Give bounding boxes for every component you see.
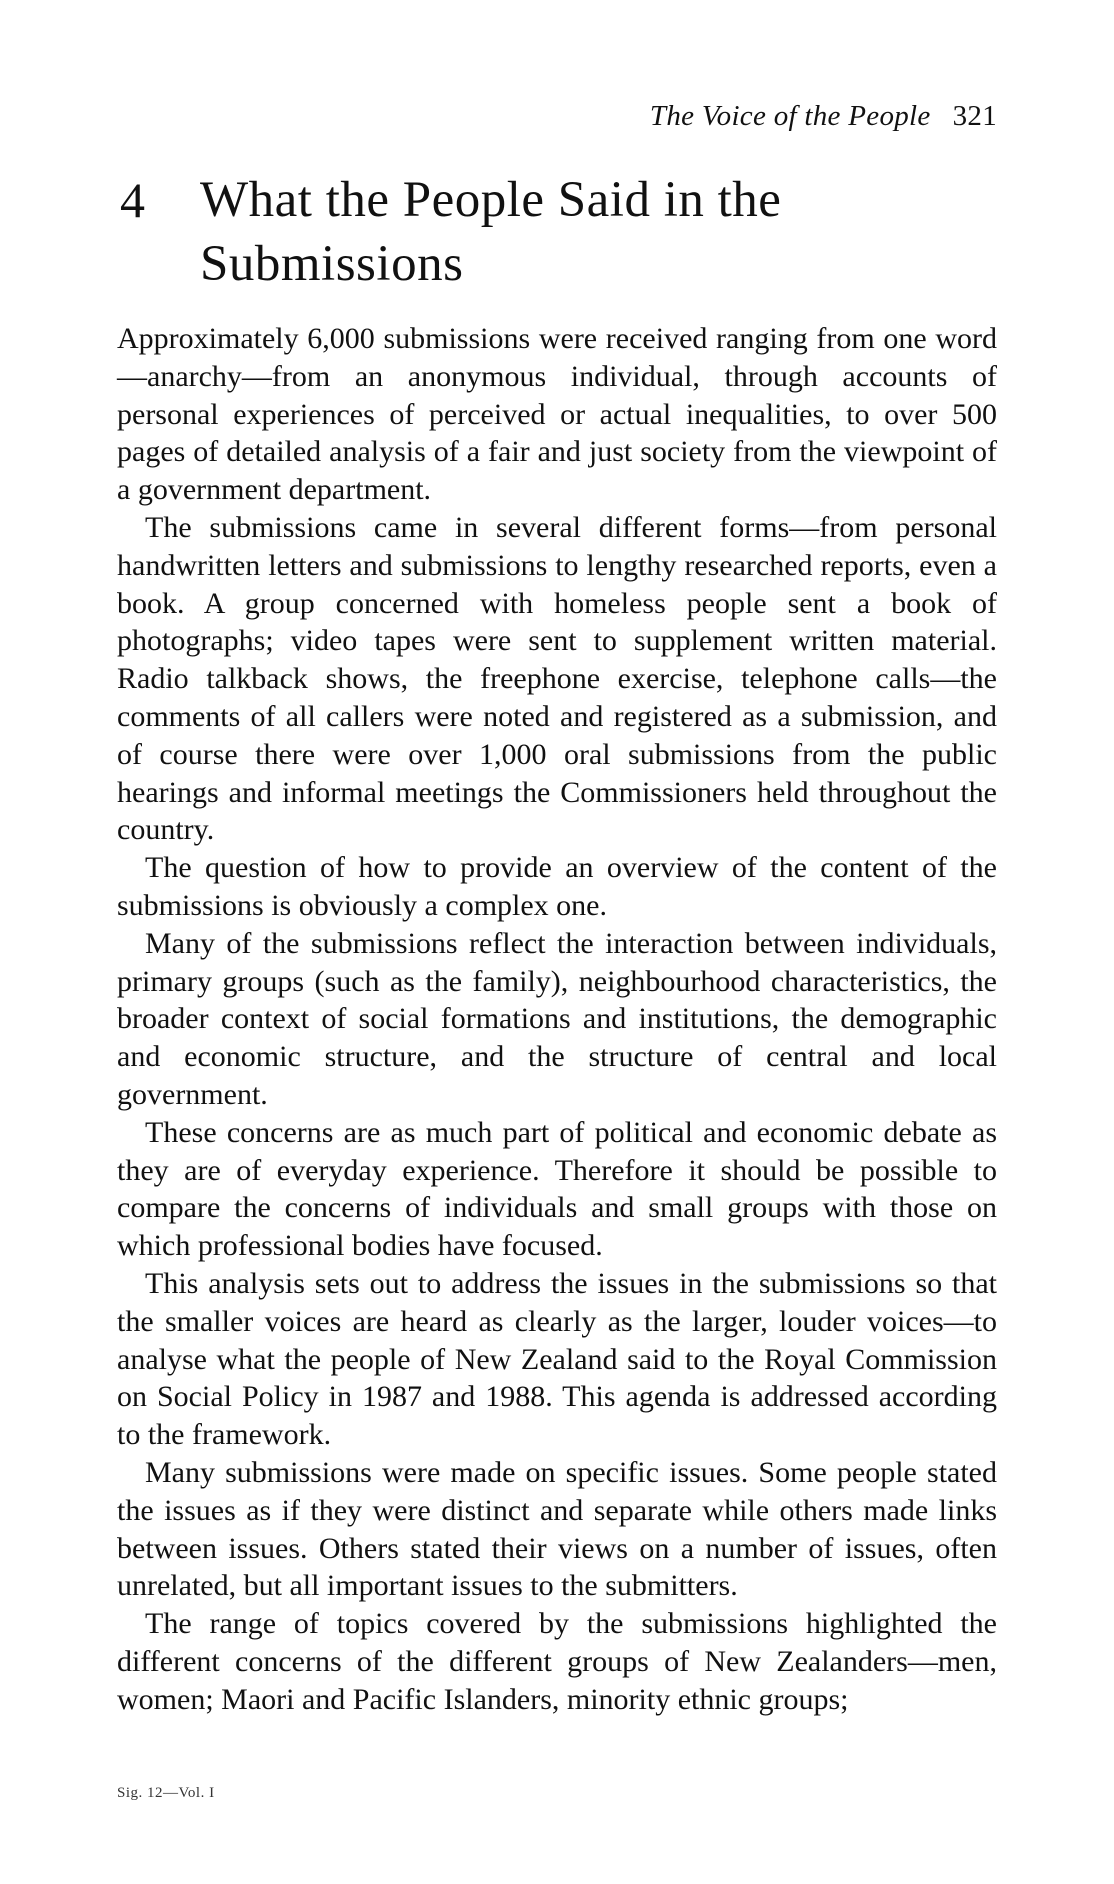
paragraph: The question of how to provide an overview of the content of the submissions is obviously a complex one. <box>117 851 997 922</box>
paragraph: The submissions came in several different forms—from personal handwritten letters and submissions to lengthy researched reports, even a book. A group concerned with homeless people sent a book of photographs; video tapes were sent to supplement written material. Radio talkback shows, the freephone exercise, telephone calls—the comments of all callers were noted and registered as a submission, and of course there were over 1,000 oral submissions from the public hearings and informal meetings the Commissioners held throughout the country. <box>117 510 997 847</box>
paragraph: The range of topics covered by the submissions highlighted the different concerns of the different groups of New Zealanders—men, women; Maori and Pacific Islanders, minority ethnic groups; <box>117 1607 997 1716</box>
running-head <box>650 100 997 133</box>
signature-mark: Sig. 12—Vol. I <box>117 1785 215 1801</box>
chapter-title: What the People Said in the Submissions <box>200 172 782 292</box>
chapter-number: 4 <box>120 172 145 228</box>
body-text <box>117 320 997 1718</box>
paragraph: These concerns are as much part of political and economic debate as they are of everyday experience. Therefore it should be possible to compare the concerns of individuals and small groups with those on which professional bodies have focused. <box>117 1115 997 1263</box>
paragraph: Approximately 6,000 submissions were received ranging from one word—anarchy—from an anonymous individual, through accounts of personal experiences of perceived or actual inequalities, to over 500 pages of detailed analysis of a fair and just society from the viewpoint of a government department. <box>117 322 997 507</box>
running-head-title: The Voice of the People <box>649 100 931 132</box>
paragraph: This analysis sets out to address the issues in the submissions so that the smaller voices are heard as clearly as the larger, louder voices—to analyse what the people of New Zealand said to the Royal Commission on Social Policy in 1987 and 1988. This agenda is addressed according to the framework. <box>117 1266 997 1452</box>
page-number: 321 <box>952 100 997 132</box>
paragraph: Many submissions were made on specific issues. Some people stated the issues as if they were distinct and separate while others made links between issues. Others stated their views on a number of issues, often unrelated, but all important issues to the submitters. <box>117 1455 997 1603</box>
paragraph: Many of the submissions reflect the interaction between individuals, primary groups (such as the family), neighbourhood characteristics, the broader context of social formations and institutions, the demographic and economic structure, and the structure of central and local government. <box>117 926 997 1111</box>
